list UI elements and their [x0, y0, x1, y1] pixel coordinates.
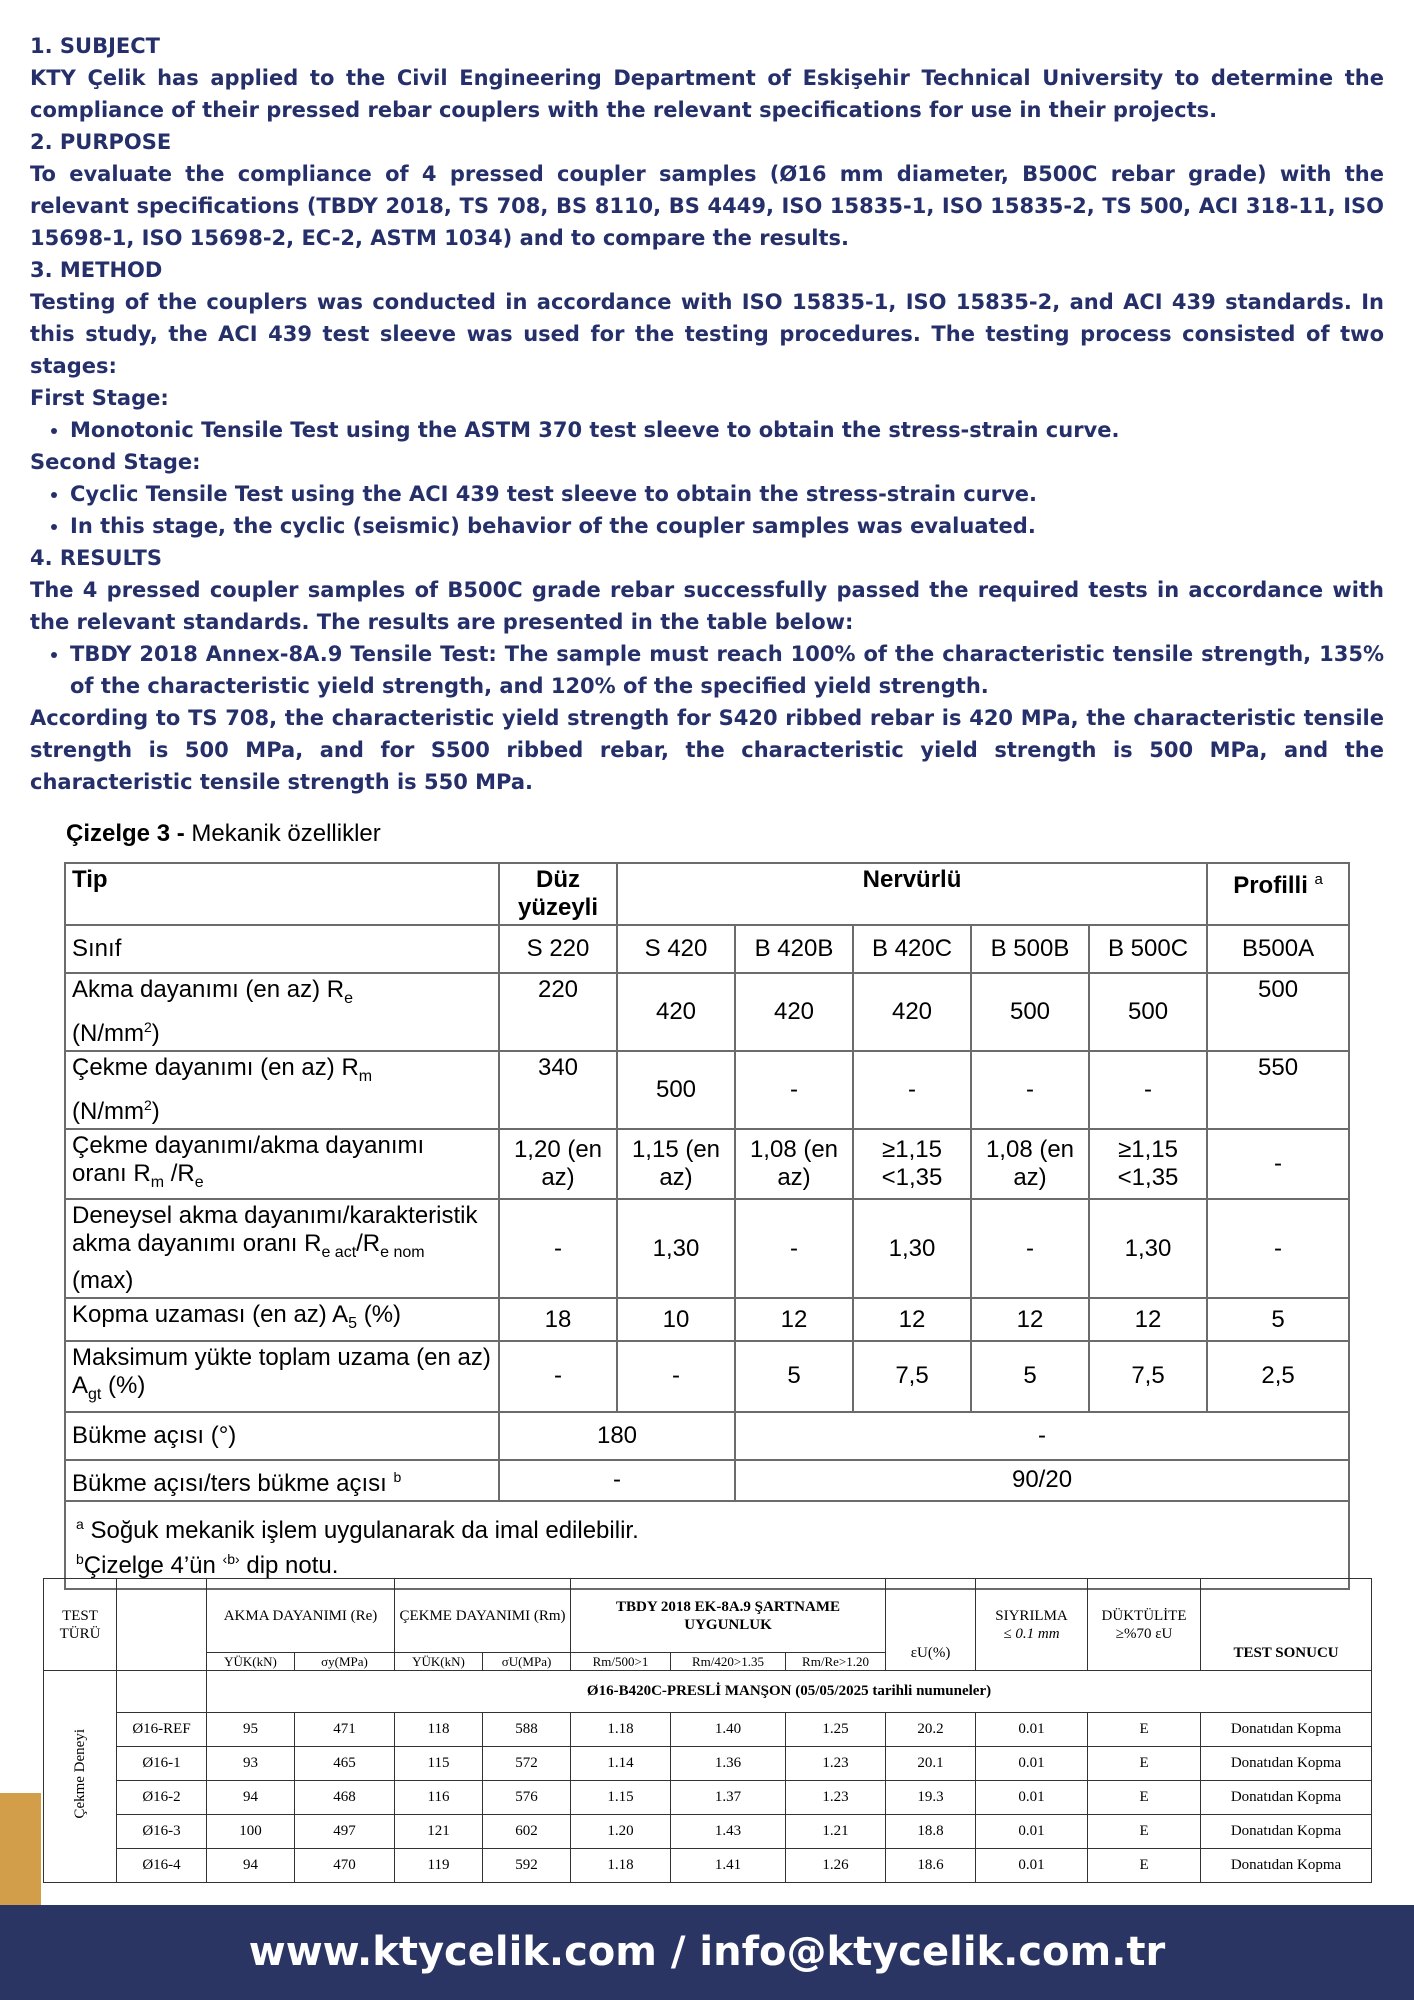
first-stage-label: First Stage: [30, 386, 169, 410]
table-cell: 20.1 [886, 1747, 976, 1781]
table-cell: - [1207, 1129, 1349, 1200]
table-cell: - [853, 1051, 971, 1129]
table-cell: 0.01 [976, 1747, 1088, 1781]
header-profilli: Profilli $^a$ [1207, 863, 1349, 925]
table-cell: 500 [971, 973, 1089, 1051]
header-duz-yuzeyli: Düz yüzeyli [499, 863, 617, 925]
table-cell: S 220 [499, 925, 617, 973]
table-row [65, 1460, 1349, 1501]
test-type-cell [44, 1671, 117, 1883]
sample-name: Ø16-1 [117, 1747, 207, 1781]
table-cell: - [499, 1199, 617, 1298]
table-cell: 12 [735, 1298, 853, 1341]
row-label-ters-bukme: Bükme açısı/ters bükme açısı $^b$ [65, 1460, 499, 1501]
table-cell: 500 [617, 1051, 735, 1129]
table-cell: S 420 [617, 925, 735, 973]
row-label-akma: Akma dayanımı (en az) $R_e$ $(N/mm^2)$ [65, 973, 499, 1051]
row-label-bukme: Bükme açısı (°) [65, 1412, 499, 1460]
table-cell: 550 [1207, 1051, 1349, 1129]
subject-text: KTY Çelik has applied to the Civil Engineering Department of Eskişehir Technical University to determine the compliance of their pressed rebar couplers with the relevant specifications for use in their projects. [30, 66, 1384, 122]
table-caption-rest: Mekanik özellikler [184, 820, 381, 847]
table-cell: 1,30 [617, 1199, 735, 1298]
header-nervurlu: Nervürlü [617, 863, 1207, 925]
row-label-kopma: Kopma uzaması (en az) $A_5$ (%) [65, 1298, 499, 1341]
table-cell: - [1089, 1051, 1207, 1129]
table-cell: - [971, 1199, 1089, 1298]
table-cell [117, 1671, 207, 1713]
table-cell: 0.01 [976, 1849, 1088, 1883]
table-caption [66, 818, 1348, 850]
table-cell: 12 [853, 1298, 971, 1341]
table-cell: E [1088, 1747, 1201, 1781]
table-cell: 7,5 [1089, 1341, 1207, 1412]
table-cell: 95 [207, 1713, 295, 1747]
table-cell: 471 [295, 1713, 395, 1747]
header-duktulite: DÜKTÜLİTE ≥%70 εU [1088, 1579, 1201, 1671]
table-cell: 10 [617, 1298, 735, 1341]
table-cell: 93 [207, 1747, 295, 1781]
table-cell: 1,15 (en az) [617, 1129, 735, 1200]
table-cell: 115 [395, 1747, 483, 1781]
header-siyrilma: SIYRILMA ≤ 0.1 mm [976, 1579, 1088, 1671]
table-cell: 465 [295, 1747, 395, 1781]
table-cell: 1.15 [571, 1781, 671, 1815]
table-cell: 340 [499, 1051, 617, 1129]
table-cell: 592 [483, 1849, 571, 1883]
table-cell: 588 [483, 1713, 571, 1747]
document-body [30, 30, 1384, 798]
table-cell: 420 [617, 973, 735, 1051]
table-cell: 12 [1089, 1298, 1207, 1341]
table-cell: 118 [395, 1713, 483, 1747]
table-row [44, 1671, 1372, 1713]
table-cell: 121 [395, 1815, 483, 1849]
table-cell: 602 [483, 1815, 571, 1849]
sample-name: Ø16-4 [117, 1849, 207, 1883]
list-item: • In this stage, the cyclic (seismic) behavior of the coupler samples was evaluated. [70, 510, 1384, 542]
table-cell: - [617, 1341, 735, 1412]
table-cell: 1,08 (en az) [971, 1129, 1089, 1200]
header-test-sonucu: TEST SONUCU [1201, 1579, 1372, 1671]
table-cell: 90/20 [735, 1460, 1349, 1501]
footnote-a: $^a$ Soğuk mekanik işlem uygulanarak da imal edilebilir. [76, 1515, 639, 1544]
table-cell: ≥1,15 <1,35 [1089, 1129, 1207, 1200]
table-cell: 0.01 [976, 1815, 1088, 1849]
table-row [65, 1199, 1349, 1298]
list-item: • Monotonic Tensile Test using the ASTM 370 test sleeve to obtain the stress-strain curve. [70, 414, 1384, 446]
table-cell: 1.25 [786, 1713, 886, 1747]
table-cell: 94 [207, 1781, 295, 1815]
row-label-sinif: Sınıf [65, 925, 499, 973]
table-cell: B 420C [853, 925, 971, 973]
table-cell: 180 [499, 1412, 735, 1460]
table-cell: 1.23 [786, 1781, 886, 1815]
table-cell: 576 [483, 1781, 571, 1815]
subheader-ratio-3: Rm/Re>1.20 [786, 1653, 886, 1671]
table-cell: 1.23 [786, 1747, 886, 1781]
results-text: The 4 pressed coupler samples of B500C grade rebar successfully passed the required tests in accordance with the relevant standards. The results are presented in the table below: [30, 578, 1384, 634]
row-label-oran: Çekme dayanımı/akma dayanımı oranı $R_m$ $/R_e$ [65, 1129, 499, 1200]
sample-name: Ø16-REF [117, 1713, 207, 1747]
table-cell: 1,08 (en az) [735, 1129, 853, 1200]
table-cell: 1,30 [1089, 1199, 1207, 1298]
table-cell: 1.20 [571, 1815, 671, 1849]
method-text: Testing of the couplers was conducted in accordance with ISO 15835-1, ISO 15835-2, and ACI 439 standards. In this study, the ACI 439 test sleeve was used for the testing procedures. The testing process consisted of two stages: [30, 290, 1384, 378]
subheader-yuk: YÜK(kN) [395, 1653, 483, 1671]
table-cell: - [735, 1412, 1349, 1460]
table-cell: ≥1,15 <1,35 [853, 1129, 971, 1200]
table-cell: B 500C [1089, 925, 1207, 973]
table-cell: 1.21 [786, 1815, 886, 1849]
table-cell: 5 [1207, 1298, 1349, 1341]
header-empty [117, 1579, 207, 1671]
table-cell: 1.36 [671, 1747, 786, 1781]
table-cell: 420 [853, 973, 971, 1051]
table-row [65, 863, 1349, 925]
table-cell: 94 [207, 1849, 295, 1883]
table-row [44, 1781, 1372, 1815]
table-cell: 1.18 [571, 1713, 671, 1747]
table-cell: 1.40 [671, 1713, 786, 1747]
table-row [65, 1341, 1349, 1412]
table-cell: 1.18 [571, 1849, 671, 1883]
sample-name: Ø16-3 [117, 1815, 207, 1849]
table-cell: 572 [483, 1747, 571, 1781]
results-heading: 4. RESULTS [30, 546, 162, 570]
table-row [65, 1412, 1349, 1460]
table-cell: 12 [971, 1298, 1089, 1341]
table-cell: - [971, 1051, 1089, 1129]
purpose-heading: 2. PURPOSE [30, 130, 172, 154]
table-cell: 18.6 [886, 1849, 976, 1883]
list-item: • Cyclic Tensile Test using the ACI 439 test sleeve to obtain the stress-strain curve. [70, 478, 1384, 510]
table-cell: - [499, 1341, 617, 1412]
table-cell: 119 [395, 1849, 483, 1883]
table-cell: 5 [971, 1341, 1089, 1412]
footnote-b: $^b$Çizelge 4’ün $^{‹b›}$ dip notu. [76, 1550, 339, 1579]
subheader-sigma-y: σy(MPa) [295, 1653, 395, 1671]
table-cell: B 420B [735, 925, 853, 973]
header-eu: εU(%) [886, 1579, 976, 1671]
table-cell: 0.01 [976, 1781, 1088, 1815]
table-cell: Donatıdan Kopma [1201, 1713, 1372, 1747]
header-cekme: ÇEKME DAYANIMI (Rm) [395, 1579, 571, 1653]
sample-name: Ø16-2 [117, 1781, 207, 1815]
subheader-yuk: YÜK(kN) [207, 1653, 295, 1671]
table-cell: 497 [295, 1815, 395, 1849]
table-cell: 18 [499, 1298, 617, 1341]
coupler-results-table [43, 1578, 1372, 1883]
test-type-label: Çekme Deneyi [71, 1729, 88, 1819]
group-title: Ø16-B420C-PRESLİ MANŞON (05/05/2025 tarihli numuneler) [207, 1671, 1372, 1713]
table-cell: 1.14 [571, 1747, 671, 1781]
table-row [65, 1051, 1349, 1129]
table-cell: 2,5 [1207, 1341, 1349, 1412]
table-cell: 1.26 [786, 1849, 886, 1883]
first-stage-list [30, 414, 1384, 446]
table-row [44, 1815, 1372, 1849]
subject-heading: 1. SUBJECT [30, 34, 160, 58]
table-cell: 470 [295, 1849, 395, 1883]
table-cell: 0.01 [976, 1713, 1088, 1747]
table-cell: Donatıdan Kopma [1201, 1747, 1372, 1781]
table-cell: 420 [735, 973, 853, 1051]
table-row [44, 1579, 1372, 1653]
mechanical-properties-table-section [64, 818, 1348, 1590]
row-label-deneysel: Deneysel akma dayanımı/karakteristik akma dayanımı oranı $R_{e act}/R_{e nom}$ (max) [65, 1199, 499, 1298]
subheader-ratio-1: Rm/500>1 [571, 1653, 671, 1671]
results-note: According to TS 708, the characteristic yield strength for S420 ribbed rebar is 420 MPa, the characteristic tensile strength is 500 MPa, and for S500 ribbed rebar, the characteristic yield strength is 500 MPa, and the characteristic tensile strength is 550 MPa. [30, 706, 1384, 794]
table-cell: - [735, 1051, 853, 1129]
table-cell: 1.37 [671, 1781, 786, 1815]
purpose-text: To evaluate the compliance of 4 pressed coupler samples (Ø16 mm diameter, B500C rebar grade) with the relevant specifications (TBDY 2018, TS 708, BS 8110, BS 4449, ISO 15835-1, ISO 15835-2, TS 500, ACI 318-11, ISO 15698-1, ISO 15698-2, EC-2, ASTM 1034) and to compare the results. [30, 162, 1384, 250]
table-row [44, 1849, 1372, 1883]
table-cell: 1.43 [671, 1815, 786, 1849]
table-cell: 500 [1207, 973, 1349, 1051]
row-label-maksimum: Maksimum yükte toplam uzama (en az) $A_{gt}$ (%) [65, 1341, 499, 1412]
table-cell: 100 [207, 1815, 295, 1849]
header-test-turu: TEST TÜRÜ [44, 1579, 117, 1671]
subheader-sigma-u: σU(MPa) [483, 1653, 571, 1671]
table-cell: 468 [295, 1781, 395, 1815]
table-cell: - [1207, 1199, 1349, 1298]
table-cell: - [499, 1460, 735, 1501]
table-cell: Donatıdan Kopma [1201, 1815, 1372, 1849]
table-cell: B 500B [971, 925, 1089, 973]
table-cell: 20.2 [886, 1713, 976, 1747]
table-row [44, 1747, 1372, 1781]
results-list [30, 638, 1384, 702]
table-cell: B500A [1207, 925, 1349, 973]
side-accent-bar [0, 1793, 41, 1905]
table-cell: 7,5 [853, 1341, 971, 1412]
header-tip: Tip [65, 863, 499, 925]
table-cell: E [1088, 1815, 1201, 1849]
table-cell: 500 [1089, 973, 1207, 1051]
table-row [65, 1298, 1349, 1341]
table-cell: 19.3 [886, 1781, 976, 1815]
footer-bar [0, 1905, 1414, 2000]
table-cell: - [735, 1199, 853, 1298]
table-cell: 5 [735, 1341, 853, 1412]
mechanical-properties-table [64, 862, 1350, 1590]
table-row [65, 973, 1349, 1051]
header-tbdy: TBDY 2018 EK-8A.9 ŞARTNAME UYGUNLUK [571, 1579, 886, 1653]
table-caption-bold: Çizelge 3 - [66, 820, 185, 847]
table-cell: Donatıdan Kopma [1201, 1849, 1372, 1883]
table-cell: E [1088, 1713, 1201, 1747]
header-akma: AKMA DAYANIMI (Re) [207, 1579, 395, 1653]
method-heading: 3. METHOD [30, 258, 163, 282]
table-cell: E [1088, 1849, 1201, 1883]
second-stage-label: Second Stage: [30, 450, 201, 474]
table-cell: 1.41 [671, 1849, 786, 1883]
table-cell: 1,20 (en az) [499, 1129, 617, 1200]
table-row [65, 1129, 1349, 1200]
row-label-cekme: Çekme dayanımı (en az) $R_m$ $(N/mm^2)$ [65, 1051, 499, 1129]
table-cell: E [1088, 1781, 1201, 1815]
table-row [65, 925, 1349, 973]
table-cell: Donatıdan Kopma [1201, 1781, 1372, 1815]
table-cell: 220 [499, 973, 617, 1051]
list-item: • TBDY 2018 Annex-8A.9 Tensile Test: The sample must reach 100% of the characteristic tensile strength, 135% of the characteristic yield strength, and 120% of the specified yield strength. [70, 638, 1384, 702]
table-row [65, 1501, 1349, 1589]
table-cell: 1,30 [853, 1199, 971, 1298]
footer-contact[interactable]: www.ktycelik.com / info@ktycelik.com.tr [248, 1929, 1166, 1975]
table-row [44, 1713, 1372, 1747]
table-footnotes [65, 1501, 1349, 1589]
table-cell: 18.8 [886, 1815, 976, 1849]
second-stage-list [30, 478, 1384, 542]
subheader-ratio-2: Rm/420>1.35 [671, 1653, 786, 1671]
table-cell: 116 [395, 1781, 483, 1815]
